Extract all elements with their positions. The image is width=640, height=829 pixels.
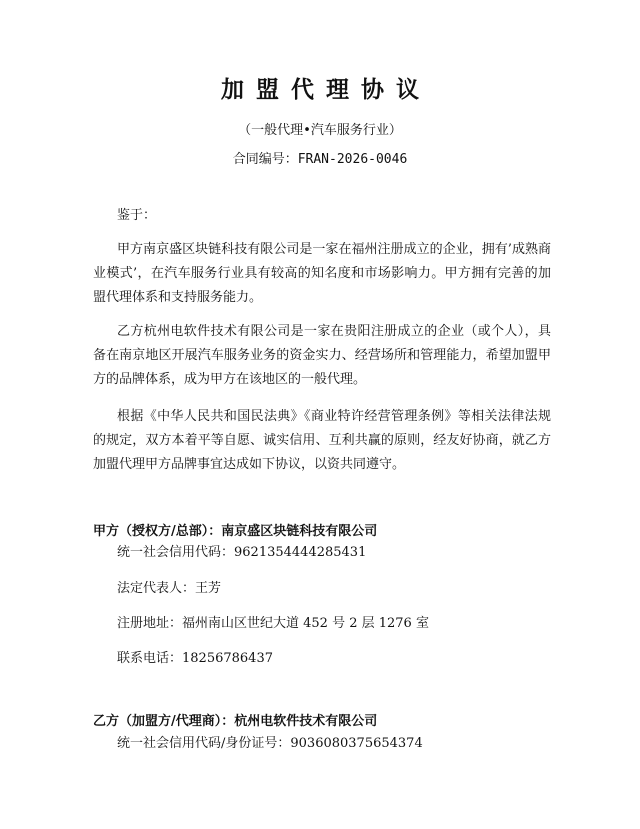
party-b-credit-code: 统一社会信用代码/身份证号：9036080375654374 — [117, 736, 423, 751]
party-a-address: 注册地址：福州南山区世纪大道 452 号 2 层 1276 室 — [117, 616, 429, 631]
contract-number: 合同编号：FRAN-2026-0046 — [232, 152, 408, 167]
party-a-phone: 联系电话：18256786437 — [117, 651, 273, 666]
party-b-heading: 乙方（加盟方/代理商）：杭州电软件技术有限公司 — [93, 714, 378, 729]
whereas-label: 鉴于： — [117, 208, 157, 223]
party-a-heading: 甲方（授权方/总部）：南京盛区块链科技有限公司 — [93, 524, 378, 539]
paragraph-party-a-intro: 甲方南京盛区块链科技有限公司是一家在福州注册成立的企业，拥有’成熟商业模式’，在汽车服务行业具有较高的知名度和市场影响力。甲方拥有完善的加盟代理体系和支持服务能力。 — [93, 242, 551, 305]
paragraph-party-b-intro: 乙方杭州电软件技术有限公司是一家在贵阳注册成立的企业（或个人），具备在南京地区开展汽车服务业务的资金实力、经营场所和管理能力，希望加盟甲方的品牌体系，成为甲方在该地区的一般代理。 — [93, 324, 551, 387]
document-title: 加盟代理协议 — [221, 77, 431, 103]
party-a-credit-code: 统一社会信用代码：9621354444285431 — [117, 545, 367, 560]
party-a-legal-rep: 法定代表人：王芳 — [117, 581, 222, 596]
paragraph-legal-basis: 根据《中华人民共和国民法典》《商业特许经营管理条例》等相关法律法规的规定，双方本着平等自愿、诚实信用、互利共赢的原则，经友好协商，就乙方加盟代理甲方品牌事宜达成如下协议，以资共同遵守。 — [93, 409, 551, 472]
document-subtitle: （一般代理•汽车服务行业） — [238, 123, 402, 138]
